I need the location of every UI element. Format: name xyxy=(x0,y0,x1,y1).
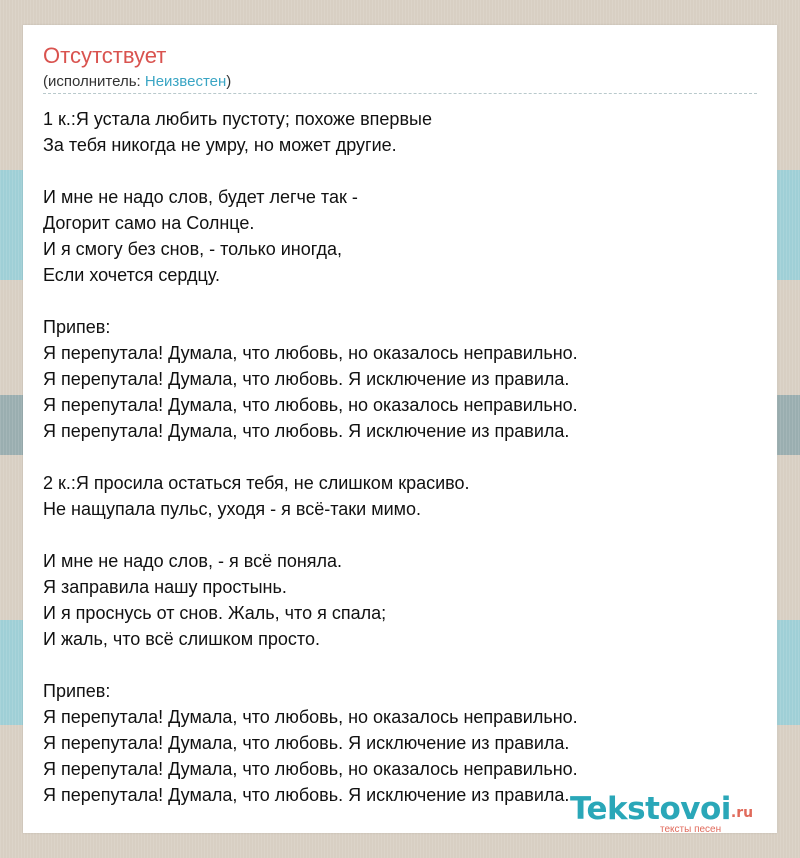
lyric-line: 1 к.:Я устала любить пустоту; похоже впервые xyxy=(43,109,432,129)
logo-tld: .ru xyxy=(730,805,754,821)
logo-name: Tekstovoi xyxy=(570,791,731,827)
lyric-line: И я проснусь от снов. Жаль, что я спала; xyxy=(43,603,387,623)
lyrics-card xyxy=(23,25,777,833)
lyric-line: И мне не надо слов, будет легче так - xyxy=(43,187,358,207)
logo-tagline: тексты песен xyxy=(660,824,722,835)
stanza-gap xyxy=(43,444,757,470)
lyric-line: И мне не надо слов, - я всё поняла. xyxy=(43,551,343,571)
lyric-line: Я перепутала! Думала, что любовь. Я исключение из правила. xyxy=(43,369,570,389)
lyric-line: Припев: xyxy=(43,317,111,337)
lyric-line: Я перепутала! Думала, что любовь. Я исключение из правила. xyxy=(43,421,570,441)
lyric-line: За тебя никогда не умру, но может другие. xyxy=(43,135,397,155)
lyric-line: И я смогу без снов, - только иногда, xyxy=(43,239,343,259)
lyrics-body xyxy=(43,106,757,821)
artist-line xyxy=(43,73,231,90)
lyric-line: 2 к.:Я просила остаться тебя, не слишком красиво. xyxy=(43,473,470,493)
lyric-line: Я перепутала! Думала, что любовь, но оказалось неправильно. xyxy=(43,707,578,727)
stanza-gap xyxy=(43,522,757,548)
lyric-line: Я заправила нашу простынь. xyxy=(43,577,287,597)
stanza-gap xyxy=(43,652,757,678)
lyric-line: Припев: xyxy=(43,681,111,701)
title-divider xyxy=(43,93,757,94)
lyric-line: Если хочется сердцу. xyxy=(43,265,220,285)
stanza-gap xyxy=(43,158,757,184)
lyric-line: И жаль, что всё слишком просто. xyxy=(43,629,320,649)
site-logo[interactable] xyxy=(570,792,780,842)
artist-link[interactable]: Неизвестен xyxy=(144,73,227,90)
stanza-gap xyxy=(43,288,757,314)
song-title: Отсутствует xyxy=(43,43,167,68)
lyric-line: Я перепутала! Думала, что любовь. Я исключение из правила. xyxy=(43,785,570,805)
lyric-line: Догорит само на Солнце. xyxy=(43,213,255,233)
lyric-line: Не нащупала пульс, уходя - я всё-таки мимо. xyxy=(43,499,422,519)
lyric-line: Я перепутала! Думала, что любовь, но оказалось неправильно. xyxy=(43,343,578,363)
lyric-line: Я перепутала! Думала, что любовь, но оказалось неправильно. xyxy=(43,395,578,415)
lyric-line: Я перепутала! Думала, что любовь. Я исключение из правила. xyxy=(43,733,570,753)
artist-suffix: ) xyxy=(226,73,232,90)
artist-prefix: (исполнитель: xyxy=(43,73,145,90)
lyric-line: Я перепутала! Думала, что любовь, но оказалось неправильно. xyxy=(43,759,578,779)
